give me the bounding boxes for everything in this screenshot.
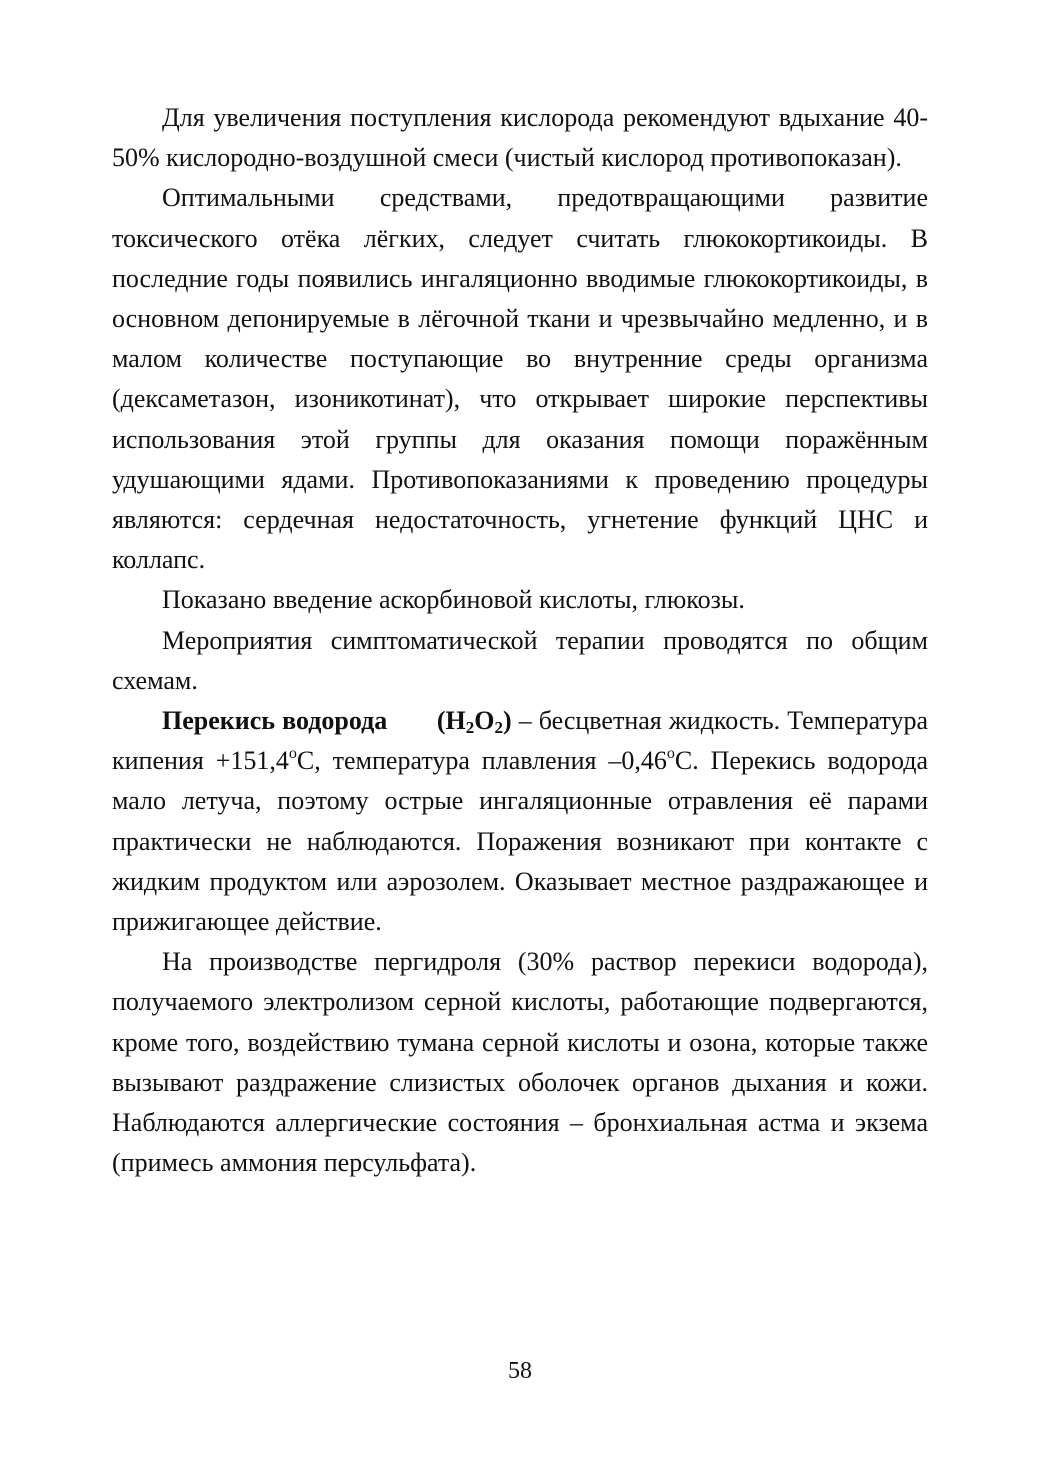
formula-subscript-o: 2 <box>494 718 503 738</box>
formula-subscript-h: 2 <box>465 718 475 738</box>
paragraph-hydrogen-peroxide <box>112 701 928 942</box>
term-hydrogen-peroxide <box>162 706 512 738</box>
term-name: Перекись водорода <box>162 706 388 736</box>
degree-mark-1: о <box>288 745 297 763</box>
paragraph-ascorbic-acid: Показано введение аскорбиновой кислоты, глюкозы. <box>162 585 745 615</box>
paragraph-oxygen-inhalation: Для увеличения поступления кислорода рекомендуют вдыхание 40-50% кислородно-воздушной смеси (чистый кислород противопоказан). <box>112 103 928 173</box>
formula-open: (H <box>436 706 466 736</box>
formula-o: O <box>474 706 495 736</box>
formula-close: ) <box>502 706 512 736</box>
paragraph-perhydrol-production: На производстве пергидроля (30% раствор перекиси водорода), получаемого электролизом серной кислоты, работающие подвергаются, кроме того, воздействию тумана серной кислоты и озона, которые также вызывают раздражение слизистых оболочек органов дыхания и кожи. Наблюдаются аллергические состояния – бронхиальная астма и экзема (примесь аммония персульфата). <box>112 947 928 1178</box>
paragraph-symptomatic-therapy: Мероприятия симптоматической терапии проводятся по общим схемам. <box>112 625 928 695</box>
paragraph-glucocorticoids: Оптимальными средствами, предотвращающими развитие токсического отёка лёгких, следует считать глюкокортикоиды. В последние годы появились ингаляционно вводимые глюкокортикоиды, в основном депонируемые в лёгочной ткани и чрезвычайно медленно, и в малом количестве поступающие во внутренние среды организма (дексаметазон, изоникотинат), что открывает широкие перспективы использования этой группы для оказания помощи поражённым удушающими ядами. Противопоказаниями к проведению процедуры являются: сердечная недостаточность, угнетение функций ЦНС и коллапс. <box>112 183 928 575</box>
peroxide-text-3: С. Перекись водорода мало летуча, поэтому острые ингаляционные отравления её парами практически не наблюдаются. Поражения возникают при контакте с жидким продуктом или аэрозолем. Оказывает местное раздражающее и прижигающее действие. <box>112 746 928 937</box>
peroxide-text-2: С, температура плавления –0,46 <box>296 746 667 776</box>
peroxide-text-1: – бесцветная жидкость. Температура кипения +151,4 <box>112 706 928 776</box>
page-body <box>112 98 928 1183</box>
degree-mark-2: о <box>666 745 675 763</box>
page-number: 58 <box>508 1358 532 1384</box>
